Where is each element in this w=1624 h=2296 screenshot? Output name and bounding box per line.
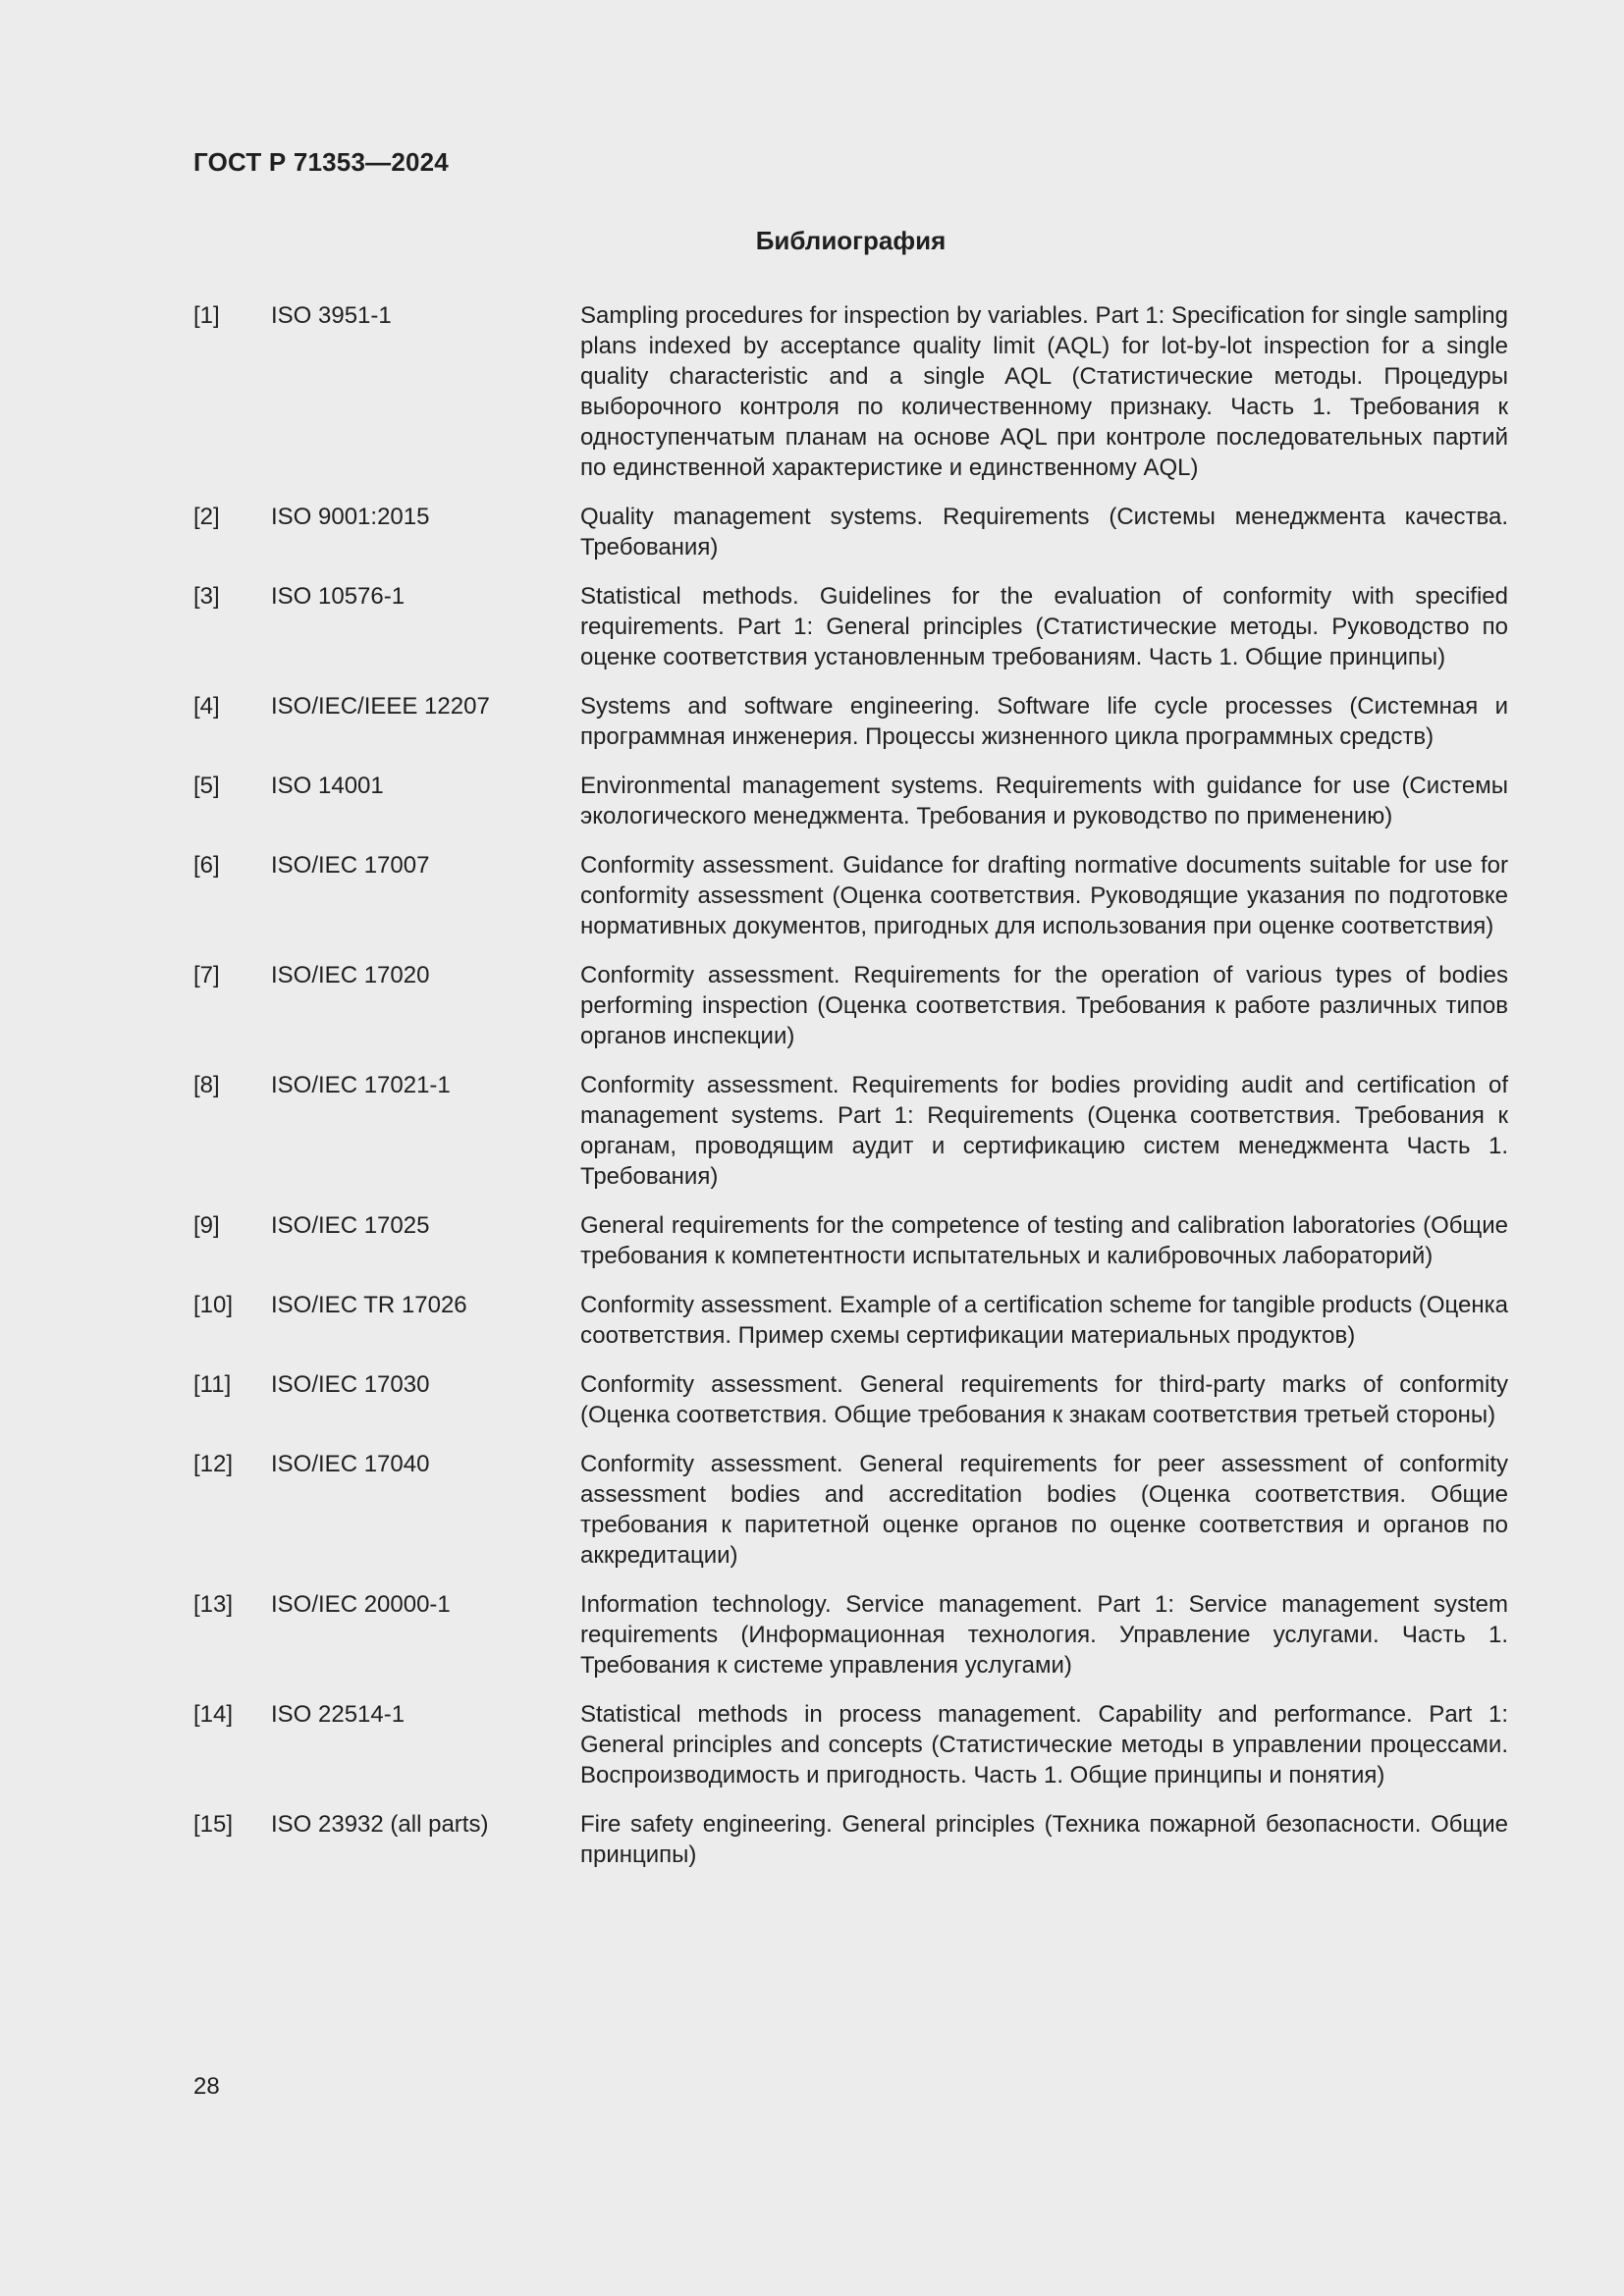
entry-description: Conformity assessment. Guidance for drafting normative documents suitable for use for conformity assessment (Оценка соответствия. Руководящие указания по подготовке нормативных документов, пригодных для использования при оценке соответствия) <box>580 852 1508 939</box>
bibliography-entry <box>193 1290 1508 1351</box>
entry-code: ISO/IEC/IEEE 12207 <box>271 693 490 720</box>
entry-number: [5] <box>193 773 220 799</box>
bibliography-entry <box>193 581 1508 672</box>
entry-number: [1] <box>193 302 220 329</box>
entry-code: ISO/IEC 20000-1 <box>271 1591 451 1618</box>
entry-code: ISO 10576-1 <box>271 583 406 610</box>
entry-code: ISO/IEC 17020 <box>271 962 430 988</box>
entry-number: [10] <box>193 1292 234 1318</box>
bibliography-entry <box>193 1070 1508 1192</box>
bibliography-entry <box>193 502 1508 562</box>
entry-number: [7] <box>193 962 220 988</box>
entry-description: Fire safety engineering. General principles (Техника пожарной безопасности. Общие принципы) <box>580 1811 1508 1868</box>
bibliography-list <box>193 300 1508 1889</box>
bibliography-entry <box>193 1369 1508 1430</box>
entry-code: ISO 14001 <box>271 773 384 799</box>
entry-description: General requirements for the competence of testing and calibration laboratories (Общие требования к компетентности испытательных и калибровочных лабораторий) <box>580 1212 1508 1269</box>
entry-description: Statistical methods. Guidelines for the evaluation of conformity with specified requirements. Part 1: General principles (Статистические методы. Руководство по оценке соответствия установленным требованиям. Часть 1. Общие принципы) <box>580 583 1508 670</box>
bibliography-entry <box>193 1589 1508 1681</box>
entry-number: [8] <box>193 1072 220 1098</box>
entry-number: [12] <box>193 1451 234 1477</box>
entry-description: Information technology. Service management. Part 1: Service management system requirements (Информационная технология. Управление услугами. Часть 1. Требования к системе управления услугами) <box>580 1591 1508 1679</box>
entry-description: Systems and software engineering. Software life cycle processes (Системная и программная инженерия. Процессы жизненного цикла программных средств) <box>580 693 1508 750</box>
bibliography-entry <box>193 691 1508 752</box>
entry-code: ISO/IEC 17021-1 <box>271 1072 451 1098</box>
entry-description: Quality management systems. Requirements (Системы менеджмента качества. Требования) <box>580 504 1508 561</box>
entry-number: [4] <box>193 693 220 720</box>
entry-description: Conformity assessment. Requirements for bodies providing audit and certification of management systems. Part 1: Requirements (Оценка соответствия. Требования к органам, проводящим аудит и сертификацию систем менеджмента Часть 1. Требования) <box>580 1072 1508 1190</box>
entry-code: ISO 22514-1 <box>271 1701 406 1728</box>
entry-code: ISO/IEC 17025 <box>271 1212 430 1239</box>
entry-number: [3] <box>193 583 220 610</box>
entry-number: [9] <box>193 1212 220 1239</box>
entry-number: [14] <box>193 1701 234 1728</box>
bibliography-entry <box>193 850 1508 941</box>
entry-description: Conformity assessment. General requirements for peer assessment of conformity assessment bodies and accreditation bodies (Оценка соответствия. Общие требования к паритетной оценке органов по оценке соответствия и органов по аккредитации) <box>580 1451 1508 1569</box>
entry-description: Sampling procedures for inspection by variables. Part 1: Specification for single sampling plans indexed by acceptance quality limit (AQL) for lot-by-lot inspection for a single quality characteristic and a single AQL (Статистические методы. Процедуры выборочного контроля по количественному признаку. Часть 1. Требования к одноступенчатым планам на основе AQL при контроле последовательных партий по единственной характеристике и единственному AQL) <box>580 302 1508 481</box>
bibliography-entry <box>193 960 1508 1051</box>
entry-description: Conformity assessment. General requirements for third-party marks of conformity (Оценка соответствия. Общие требования к знакам соответствия третьей стороны) <box>580 1371 1508 1428</box>
bibliography-entry <box>193 1210 1508 1271</box>
entry-code: ISO 3951-1 <box>271 302 392 329</box>
entry-description: Conformity assessment. Example of a certification scheme for tangible products (Оценка соответствия. Пример схемы сертификации материальных продуктов) <box>580 1292 1508 1349</box>
entry-description: Statistical methods in process management. Capability and performance. Part 1: General principles and concepts (Статистические методы в управлении процессами. Воспроизводимость и пригодность. Часть 1. Общие принципы и понятия) <box>580 1701 1508 1789</box>
entry-description: Conformity assessment. Requirements for the operation of various types of bodies performing inspection (Оценка соответствия. Требования к работе различных типов органов инспекции) <box>580 962 1508 1049</box>
entry-number: [2] <box>193 504 220 530</box>
page-title: Библиография <box>755 226 947 255</box>
bibliography-entry <box>193 1699 1508 1790</box>
entry-code: ISO 9001:2015 <box>271 504 430 530</box>
bibliography-entry <box>193 300 1508 483</box>
entry-code: ISO 23932 (all parts) <box>271 1811 489 1838</box>
entry-number: [6] <box>193 852 220 879</box>
entry-description: Environmental management systems. Requirements with guidance for use (Системы экологического менеджмента. Требования и руководство по применению) <box>580 773 1508 829</box>
bibliography-entry <box>193 1809 1508 1870</box>
entry-code: ISO/IEC 17007 <box>271 852 430 879</box>
entry-number: [11] <box>193 1371 232 1398</box>
entry-code: ISO/IEC TR 17026 <box>271 1292 467 1318</box>
page-number: 28 <box>193 2073 220 2100</box>
entry-number: [15] <box>193 1811 234 1838</box>
entry-code: ISO/IEC 17040 <box>271 1451 430 1477</box>
bibliography-entry <box>193 771 1508 831</box>
entry-code: ISO/IEC 17030 <box>271 1371 430 1398</box>
entry-number: [13] <box>193 1591 234 1618</box>
bibliography-entry <box>193 1449 1508 1571</box>
standard-designation: ГОСТ Р 71353—2024 <box>193 147 449 177</box>
